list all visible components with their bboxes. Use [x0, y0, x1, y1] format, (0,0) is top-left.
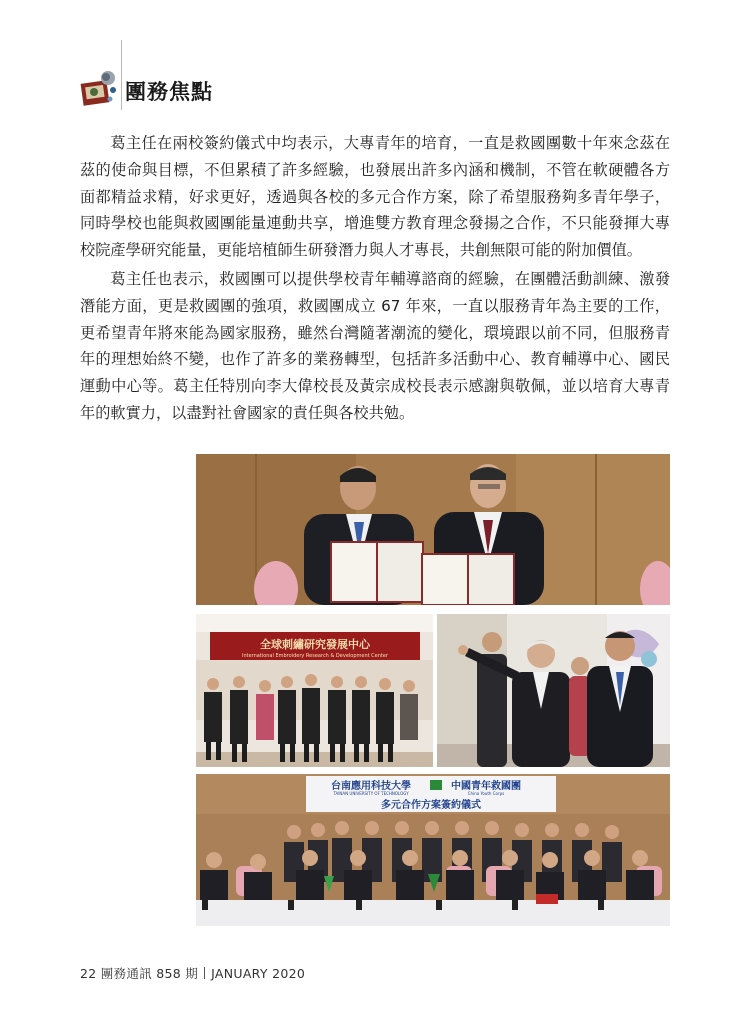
group-banner-cn: 全球刺繡研究發展中心	[260, 638, 370, 651]
ceremony-banner-title: 多元合作方案簽約儀式	[381, 800, 481, 811]
photo-signing-ceremony	[196, 454, 670, 605]
footer-divider	[204, 967, 205, 979]
photo-group-at-center	[196, 614, 433, 767]
photo-tour-gesture	[437, 614, 670, 767]
ceremony-banner-school-en: TAINAN UNIVERSITY OF TECHNOLOGY	[333, 791, 409, 796]
group-banner-en: International Embroidery Research & Development Center	[241, 653, 389, 659]
photo-ceremony-group	[196, 774, 670, 926]
section-title: 團務焦點	[125, 80, 213, 104]
article-body	[80, 130, 670, 429]
paragraph-2: 葛主任也表示，救國團可以提供學校青年輔導諮商的經驗，在團體活動訓練、激發潛能方面，更是救國團的強項，救國團成立 67 年來，一直以服務青年為主要的工作，更希望青年將來能為國家服務，雖然台灣隨著潮流的變化，環境跟以前不同，但服務青年的理想始終不變，也作了許多的業務轉型，包括許多活動中心、教育輔導中心、國民運動中心等。葛主任特別向李大偉校長及黃宗成校長表示感謝與敬佩，並以培育大專青年的軟實力，以盡對社會國家的責任與各校共勉。	[80, 269, 670, 422]
page-footer	[80, 964, 305, 982]
section-logo-icon	[80, 68, 120, 108]
ceremony-banner-school: 台南應用科技大學	[331, 781, 411, 792]
publication-name: 團務通訊 858 期	[100, 966, 199, 981]
header-divider	[121, 40, 122, 110]
paragraph-1: 葛主任在兩校簽約儀式中均表示，大專青年的培育，一直是救國團數十年來念茲在茲的使命與目標，不但累積了許多經驗，也發展出許多內涵和機制，不管在軟硬體各方面都精益求精，好求更好，透過與各校的多元合作方案，除了希望服務夠多青年學子，同時學校也能與救國團能量連動共享，增進雙方教育理念發揚之合作，不只能發揮大專校院產學研究能量，更能培植師生研發潛力與人才專長，共創無限可能的附加價值。	[80, 134, 670, 260]
page-number: 22	[80, 966, 97, 981]
ceremony-banner-cyc: 中國青年救國團	[451, 781, 521, 792]
publication-date: JANUARY 2020	[211, 966, 306, 981]
ceremony-banner-cyc-en: China Youth Corps	[467, 791, 505, 796]
